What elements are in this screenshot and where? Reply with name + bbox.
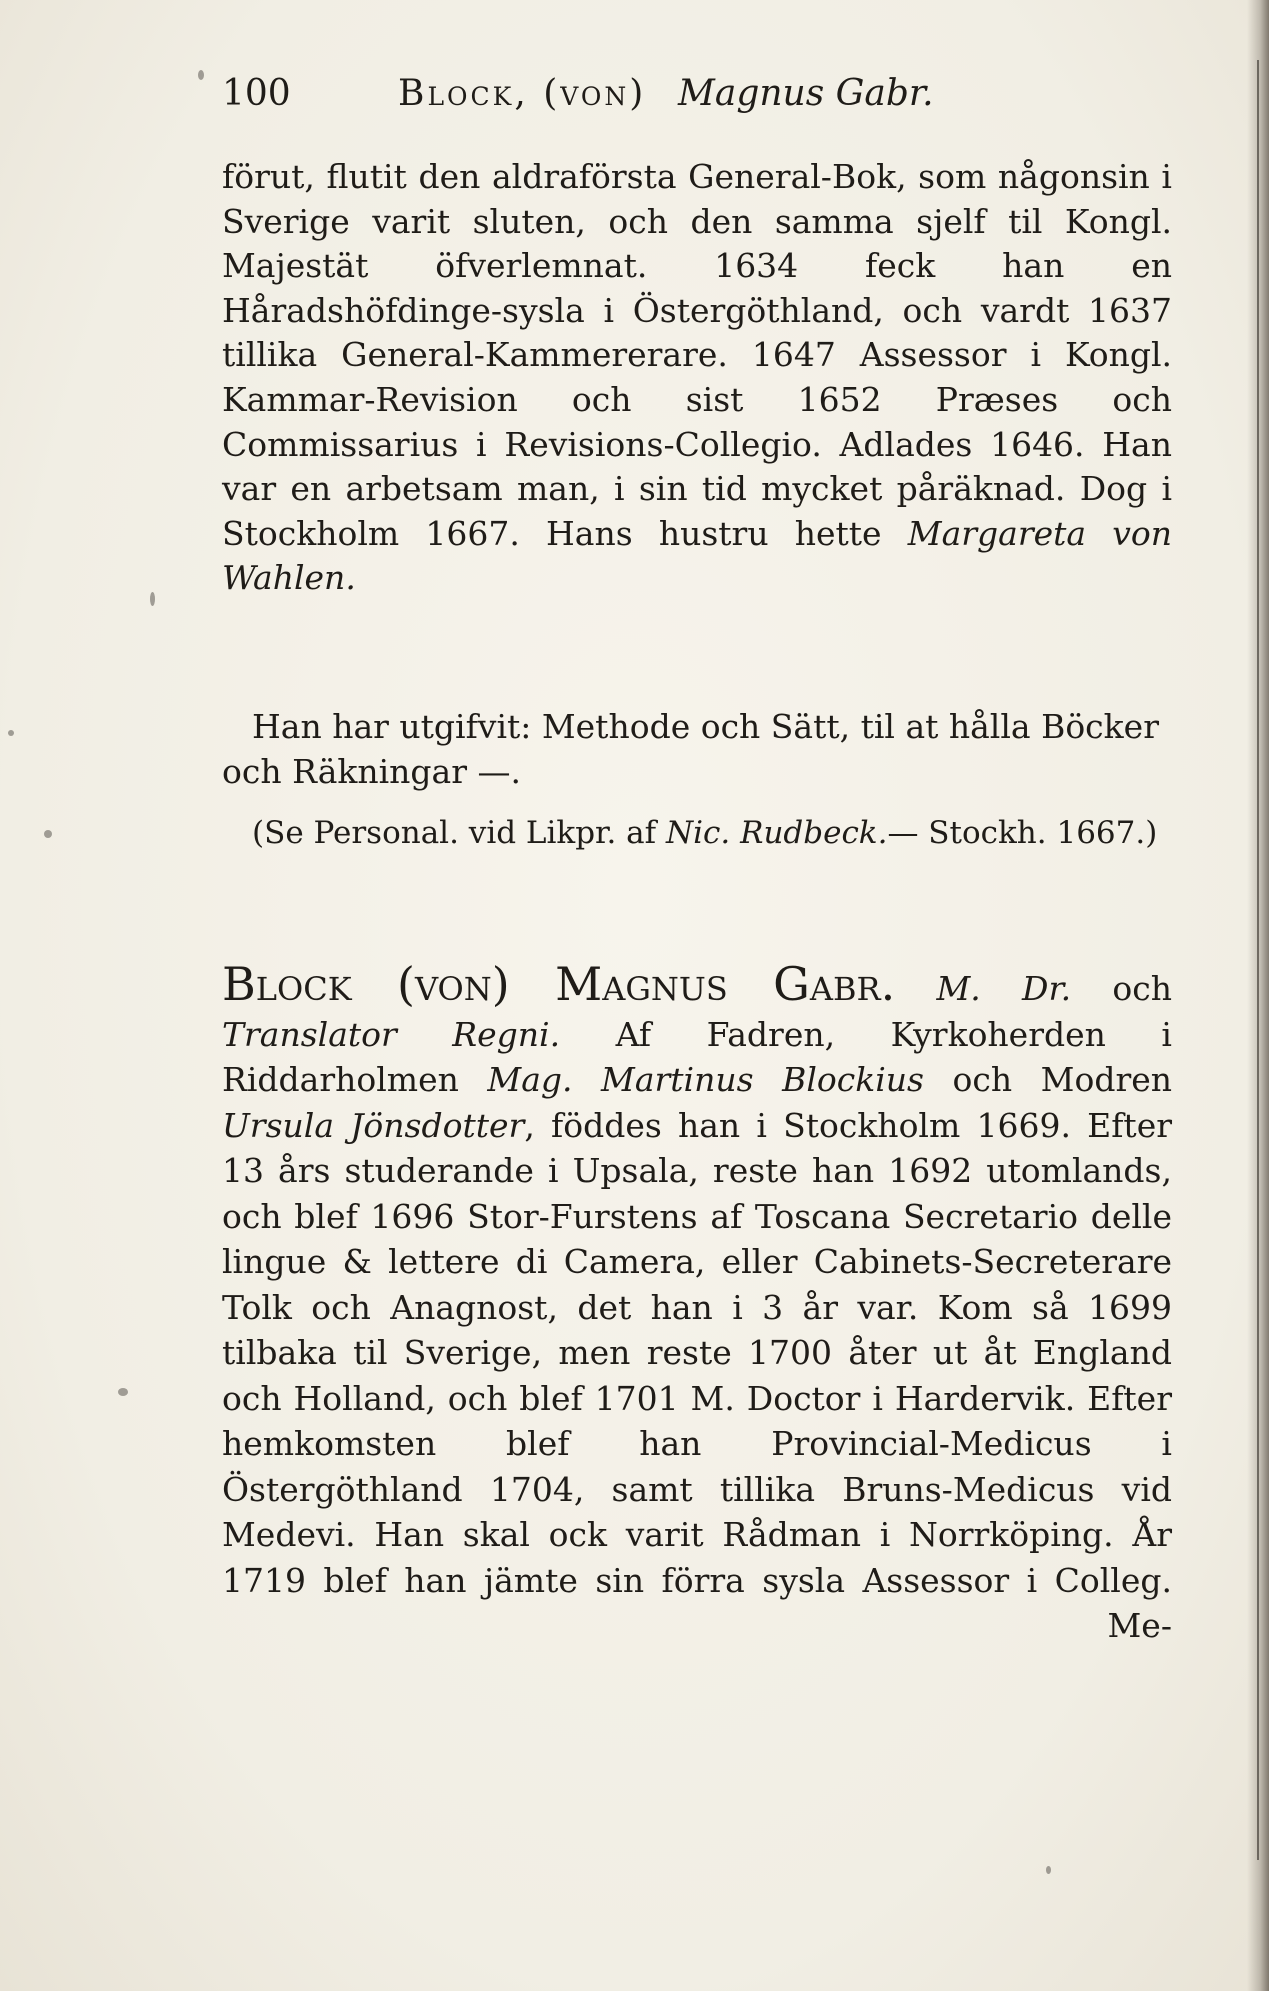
father-name: Mag. Martinus Blockius [487, 1060, 924, 1099]
ink-speck [150, 592, 155, 606]
entry2-headword: Block (von) Magnus Gabr. [222, 957, 896, 1011]
page-number: 100 [222, 73, 291, 114]
entry1-publication: Han har utgifvit: Methode och Sätt, til at hålla Böcker och Räkningar —. [222, 707, 1159, 791]
running-header [200, 64, 1100, 124]
entry1-reference [222, 811, 1172, 856]
ink-speck [198, 70, 204, 80]
entry1-paragraph [222, 155, 1172, 601]
reference-author: Nic. Rudbeck. [666, 815, 888, 851]
ink-speck [118, 1388, 128, 1396]
mother-name: Ursula Jönsdotter [222, 1105, 525, 1145]
entry2-text-2: och Modren [923, 1060, 1173, 1099]
header-name: Block, (von) [398, 73, 647, 114]
ink-speck [8, 730, 14, 736]
entry2-text-3: , föddes han i Stockholm 1669. Efter 13 års studerande i Upsala, reste han 1692 utomlands, och blef 1696 Stor-Furstens af Toscana Secretario delle lingue & lettere di Camera, eller Cabinets-Secreterare Tolk och Anagnost, det han i 3 år var. Kom så 1699 tilbaka til Sverige, men reste 1700 åter ut åt England och Holland, och blef 1701 M. Doctor i Hardervik. Efter hemkomsten blef han Provincial-Medicus i Östergöthland 1704, samt tillika Bruns-Medicus vid Medevi. Han skal ock varit Rådman i Norrköping. År 1719 blef han jämte sin förra sysla Assessor i Colleg. Me- [222, 1105, 1172, 1645]
reference-prefix: (Se Personal. vid Likpr. af [252, 815, 666, 851]
ink-speck [1046, 1866, 1051, 1874]
entry2-conjunction: och [1112, 969, 1172, 1008]
entry2-translator: Translator Regni. [222, 1014, 561, 1054]
entry2-title: M. Dr. [936, 969, 1072, 1008]
entry1-body: förut, flutit den aldraförsta General-Bok, som någonsin i Sverige varit sluten, och den samma sjelf til Kongl. Majestät öfverlemnat. 1634 feck han en Håradshöfdinge-sysla i Östergöthland, och vardt 1637 tillika General-Kammererare. 1647 Assessor i Kongl. Kammar-Revision och sist 1652 Præses och Commissarius i Revisions-Collegio. Adlades 1646. Han var en arbetsam man, i sin tid mycket påräknad. Dog i Stockholm 1667. Hans hustru hette [222, 157, 1172, 553]
entry2-text-1: Af Fadren, Kyrkoherden i Riddarholmen [222, 1014, 1172, 1099]
page-edge-shadow [1247, 0, 1269, 1991]
ink-speck [44, 830, 52, 838]
reference-suffix: — Stockh. 1667.) [887, 815, 1158, 851]
entry2-paragraph [222, 957, 1173, 1649]
header-given-name: Magnus Gabr. [678, 73, 934, 114]
wife-name: Margareta von Wahlen. [222, 513, 1173, 598]
